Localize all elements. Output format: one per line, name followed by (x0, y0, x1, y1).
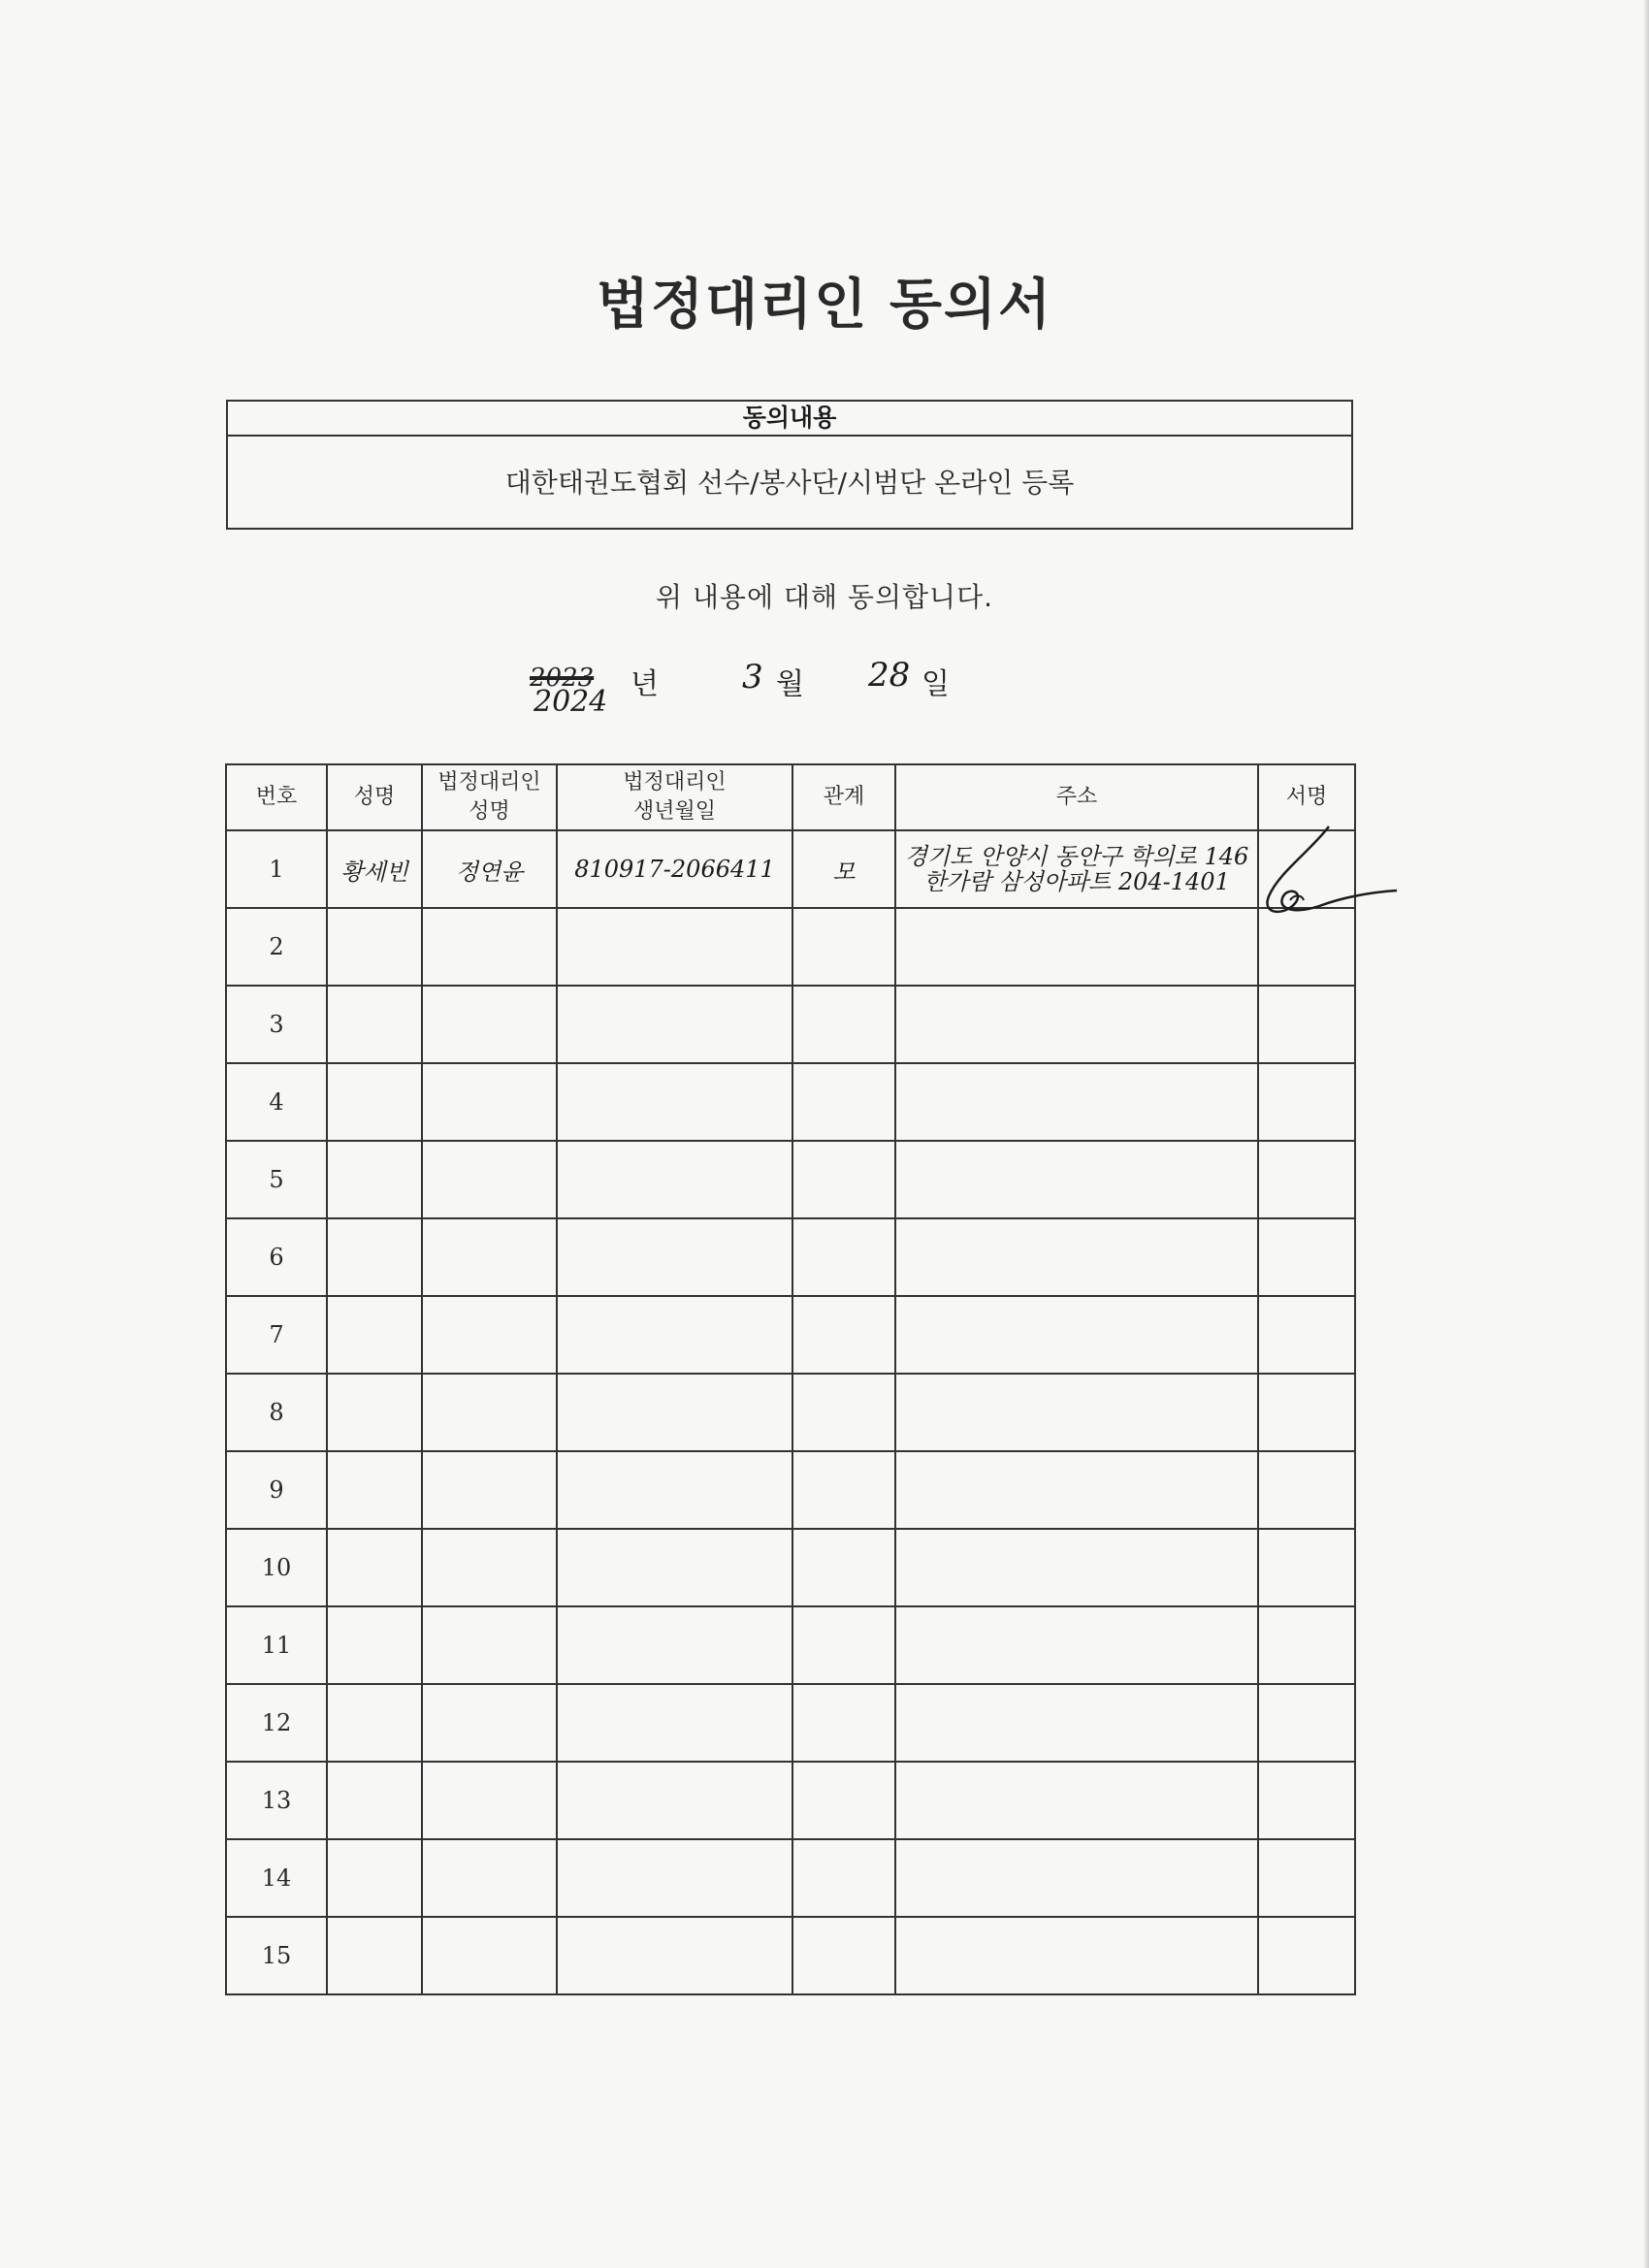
row-guardian-birth (557, 986, 792, 1063)
table-row (226, 1451, 1355, 1529)
row-guardian-name (422, 1063, 557, 1141)
row-name (327, 1762, 422, 1839)
row-guardian-birth (557, 1451, 792, 1529)
row-address (895, 1141, 1258, 1218)
row-guardian-name (422, 1451, 557, 1529)
row-name (327, 1529, 422, 1606)
day-handwritten: 28 (868, 656, 911, 695)
row-signature (1258, 1762, 1355, 1839)
row-address (895, 1218, 1258, 1296)
row-number: 13 (226, 1762, 327, 1839)
row-number: 14 (226, 1839, 327, 1917)
row-guardian-name (422, 1684, 557, 1762)
table-row (226, 1606, 1355, 1684)
row-relation (792, 986, 895, 1063)
year-label: 년 (630, 667, 659, 701)
row-guardian-birth (557, 1063, 792, 1141)
row-number: 12 (226, 1684, 327, 1762)
year-struck: 2023 (530, 664, 595, 693)
row-address (895, 986, 1258, 1063)
row-guardian-birth (557, 908, 792, 986)
address-line-2: 한가람 삼성아파트 204-1401 (923, 868, 1230, 895)
address-line-1: 경기도 안양시 동안구 학의로 146 (904, 843, 1249, 870)
header-address: 주소 (895, 764, 1258, 830)
row-number: 10 (226, 1529, 327, 1606)
row-name (327, 986, 422, 1063)
row-address (895, 1063, 1258, 1141)
row-address (895, 1374, 1258, 1451)
row-name (327, 1296, 422, 1374)
row-relation (792, 1762, 895, 1839)
header-name: 성명 (327, 764, 422, 830)
row-guardian-name (422, 1917, 557, 1994)
registration-table (225, 763, 1356, 1995)
row-guardian-birth (557, 1839, 792, 1917)
row-signature (1258, 986, 1355, 1063)
row-guardian-name (422, 1529, 557, 1606)
row-guardian-birth (557, 1374, 792, 1451)
table-row (226, 1063, 1355, 1141)
row-address (895, 908, 1258, 986)
row-name (327, 1839, 422, 1917)
row-name (327, 1374, 422, 1451)
row-relation (792, 1374, 895, 1451)
row-number: 4 (226, 1063, 327, 1141)
row-number: 15 (226, 1917, 327, 1994)
table-row (226, 1917, 1355, 1994)
row-address (895, 1839, 1258, 1917)
row-guardian-name (422, 1606, 557, 1684)
header-relation: 관계 (792, 764, 895, 830)
row-signature (1258, 1218, 1355, 1296)
row-number: 8 (226, 1374, 327, 1451)
row-name (327, 1684, 422, 1762)
row-signature (1258, 1063, 1355, 1141)
row-address (895, 1762, 1258, 1839)
table-row (226, 830, 1355, 908)
row-address (895, 1451, 1258, 1529)
row-guardian-birth: 810917-2066411 (557, 830, 792, 908)
row-relation (792, 1451, 895, 1529)
header-guardian-name: 법정대리인 성명 (422, 764, 557, 830)
row-signature (1258, 1451, 1355, 1529)
row-guardian-name (422, 1218, 557, 1296)
row-number: 7 (226, 1296, 327, 1374)
row-signature (1258, 1374, 1355, 1451)
row-name (327, 1218, 422, 1296)
row-relation (792, 1684, 895, 1762)
table-row (226, 1839, 1355, 1917)
row-guardian-name: 정연윤 (422, 830, 557, 908)
row-signature (1258, 1529, 1355, 1606)
row-name (327, 1917, 422, 1994)
row-address (895, 830, 1258, 908)
year-handwritten: 2024 (534, 685, 608, 719)
header-guardian-birth: 법정대리인 생년월일 (557, 764, 792, 830)
row-signature (1258, 1839, 1355, 1917)
row-relation (792, 1218, 895, 1296)
row-relation (792, 1141, 895, 1218)
row-name (327, 1141, 422, 1218)
row-signature (1258, 1684, 1355, 1762)
agreement-text: 위 내용에 대해 동의합니다. (655, 581, 994, 613)
row-name: 황세빈 (327, 830, 422, 908)
row-guardian-name (422, 1839, 557, 1917)
consent-header: 동의내용 (228, 402, 1351, 437)
day-label: 일 (922, 667, 950, 701)
row-number: 6 (226, 1218, 327, 1296)
row-signature (1258, 1296, 1355, 1374)
table-row (226, 1141, 1355, 1218)
row-guardian-name (422, 986, 557, 1063)
table-row (226, 986, 1355, 1063)
row-guardian-birth (557, 1296, 792, 1374)
row-relation (792, 1839, 895, 1917)
row-relation (792, 1917, 895, 1994)
row-guardian-name (422, 1141, 557, 1218)
row-number: 9 (226, 1451, 327, 1529)
header-number: 번호 (226, 764, 327, 830)
row-name (327, 1606, 422, 1684)
document-title: 법정대리인 동의서 (596, 274, 1053, 337)
table-row (226, 1218, 1355, 1296)
row-name (327, 1063, 422, 1141)
row-address (895, 1917, 1258, 1994)
row-guardian-birth (557, 1529, 792, 1606)
month-label: 월 (776, 667, 804, 701)
row-address (895, 1684, 1258, 1762)
row-relation (792, 1063, 895, 1141)
header-signature: 서명 (1258, 764, 1355, 830)
row-name (327, 1451, 422, 1529)
row-guardian-name (422, 908, 557, 986)
row-signature (1258, 1606, 1355, 1684)
row-guardian-birth (557, 1141, 792, 1218)
row-guardian-name (422, 1296, 557, 1374)
consent-content: 대한태권도협회 선수/봉사단/시범단 온라인 등록 (504, 467, 1075, 499)
row-guardian-birth (557, 1606, 792, 1684)
row-signature (1258, 1917, 1355, 1994)
row-guardian-birth (557, 1218, 792, 1296)
row-address (895, 1606, 1258, 1684)
row-number: 11 (226, 1606, 327, 1684)
row-guardian-birth (557, 1762, 792, 1839)
row-guardian-name (422, 1762, 557, 1839)
table-row (226, 1684, 1355, 1762)
row-number: 1 (226, 830, 327, 908)
row-guardian-name (422, 1374, 557, 1451)
table-row (226, 1374, 1355, 1451)
row-number: 5 (226, 1141, 327, 1218)
row-relation (792, 1606, 895, 1684)
row-relation: 모 (792, 830, 895, 908)
table-row (226, 1762, 1355, 1839)
table-row (226, 1529, 1355, 1606)
row-relation (792, 1529, 895, 1606)
row-relation (792, 908, 895, 986)
month-handwritten: 3 (742, 658, 763, 697)
row-relation (792, 1296, 895, 1374)
table-header-row (226, 764, 1355, 830)
row-name (327, 908, 422, 986)
page-edge (1643, 0, 1649, 2268)
row-number: 3 (226, 986, 327, 1063)
signature-mark (1251, 823, 1406, 929)
row-guardian-birth (557, 1684, 792, 1762)
consent-box (226, 400, 1353, 530)
row-guardian-birth (557, 1917, 792, 1994)
row-address (895, 1529, 1258, 1606)
table-row (226, 1296, 1355, 1374)
table-row (226, 908, 1355, 986)
row-number: 2 (226, 908, 327, 986)
row-signature (1258, 1141, 1355, 1218)
row-address (895, 1296, 1258, 1374)
